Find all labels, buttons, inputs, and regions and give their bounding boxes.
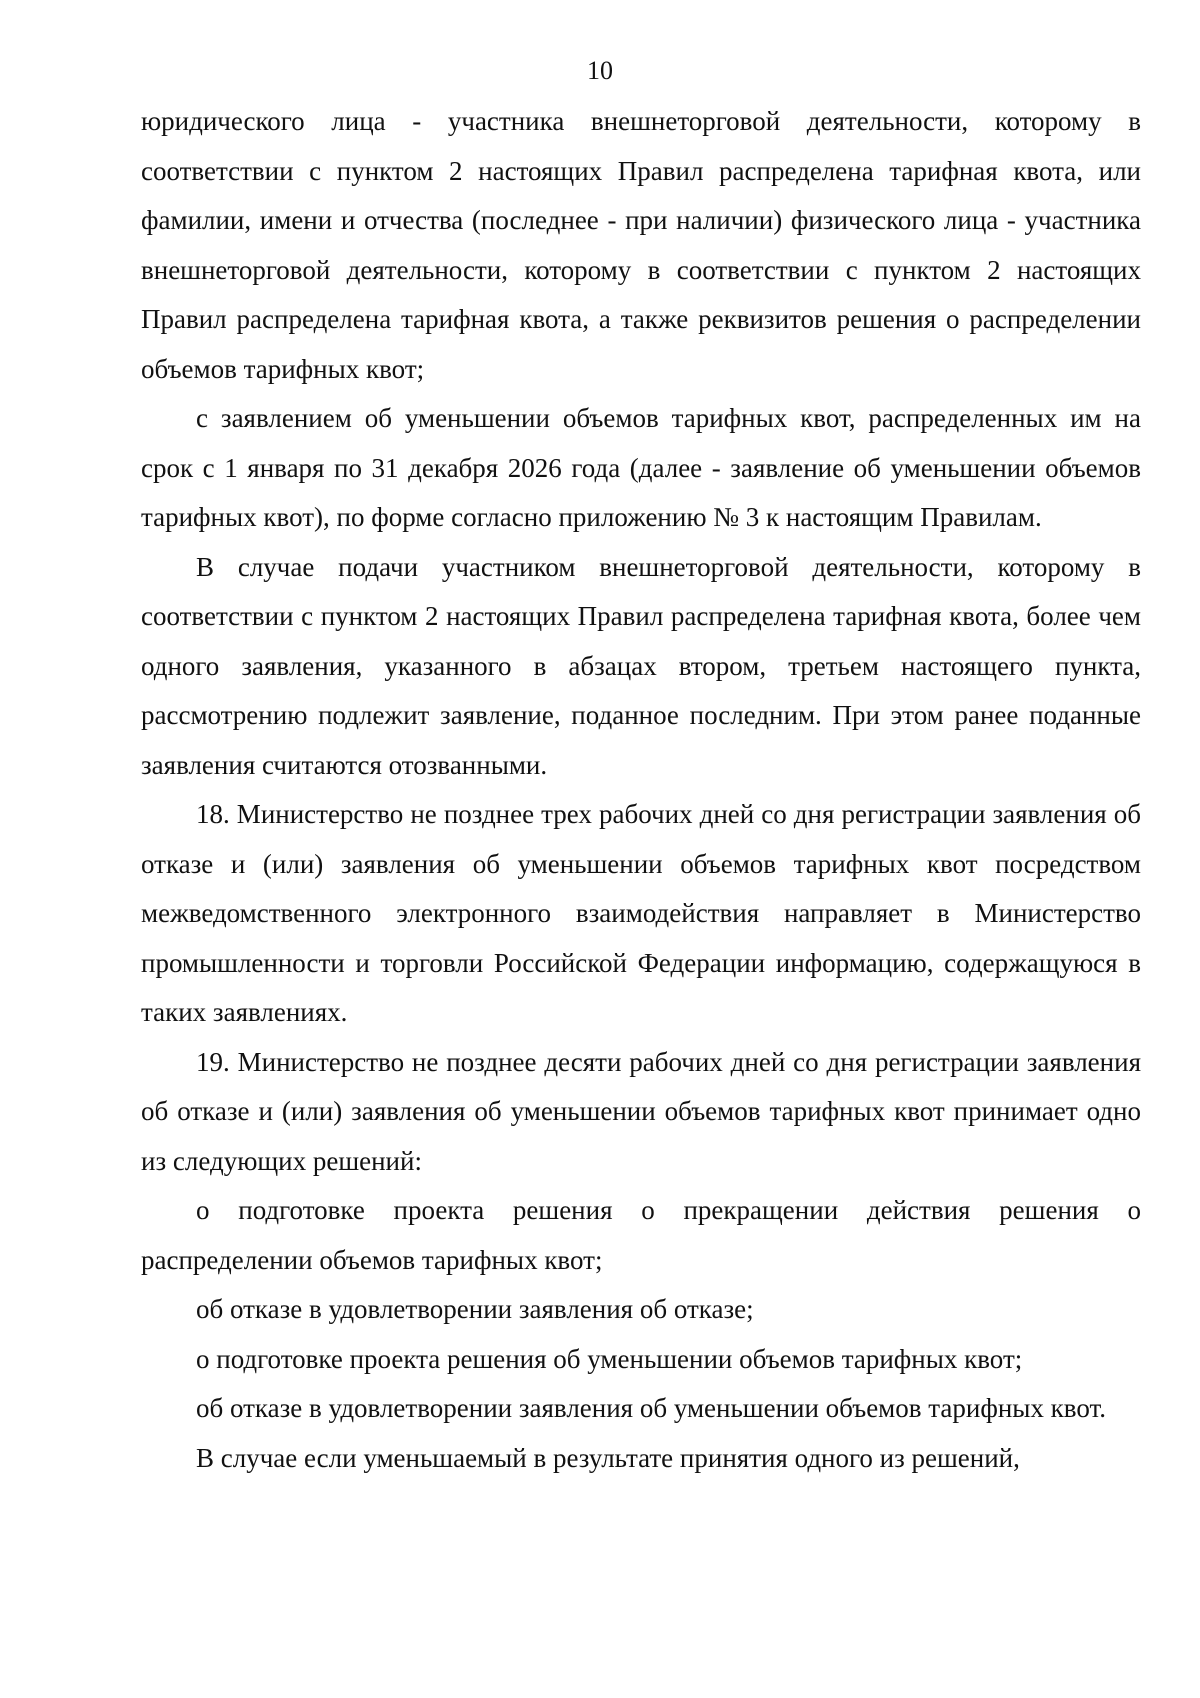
paragraph-item-19: 19. Министерство не позднее десяти рабочих дней со дня регистрации заявления об отказе и (или) заявления об уменьшении объемов тарифных квот принимает одно из следующих решений:: [141, 1046, 1141, 1176]
document-body: [141, 97, 1141, 1483]
paragraph: с заявлением об уменьшении объемов тарифных квот, распределенных им на срок с 1 января по 31 декабря 2026 года (далее - заявление об уменьшении объемов тарифных квот), по форме согласно приложению № 3 к настоящим Правилам.: [141, 403, 1141, 532]
paragraph: об отказе в удовлетворении заявления об отказе;: [196, 1294, 754, 1324]
paragraph-continuation: юридического лица - участника внешнеторговой деятельности, которому в соответствии с пунктом 2 настоящих Правил распределена тарифная квота, или фамилии, имени и отчества (последнее - при наличии) физического лица - участника внешнеторговой деятельности, которому в соответствии с пунктом 2 настоящих Правил распределена тарифная квота, а также реквизитов решения о распределении объемов тарифных квот;: [141, 106, 1141, 384]
paragraph: об отказе в удовлетворении заявления об уменьшении объемов тарифных квот.: [196, 1393, 1107, 1423]
paragraph: В случае если уменьшаемый в результате принятия одного из решений,: [196, 1442, 1020, 1473]
paragraph-item-18: 18. Министерство не позднее трех рабочих дней со дня регистрации заявления об отказе и (или) заявления об уменьшении объемов тарифных квот посредством межведомственного электронного взаимодействия направляет в Министерство промышленности и торговли Российской Федерации информацию, содержащуюся в таких заявлениях.: [141, 799, 1141, 1027]
paragraph: о подготовке проекта решения об уменьшении объемов тарифных квот;: [196, 1343, 1023, 1374]
paragraph: о подготовке проекта решения о прекращении действия решения о распределении объемов тарифных квот;: [141, 1195, 1141, 1275]
paragraph: В случае подачи участником внешнеторговой деятельности, которому в соответствии с пунктом 2 настоящих Правил распределена тарифная квота, более чем одного заявления, указанного в абзацах втором, третьем настоящего пункта, рассмотрению подлежит заявление, поданное последним. При этом ранее поданные заявления считаются отозванными.: [141, 551, 1141, 780]
page-number: 10: [587, 56, 613, 85]
